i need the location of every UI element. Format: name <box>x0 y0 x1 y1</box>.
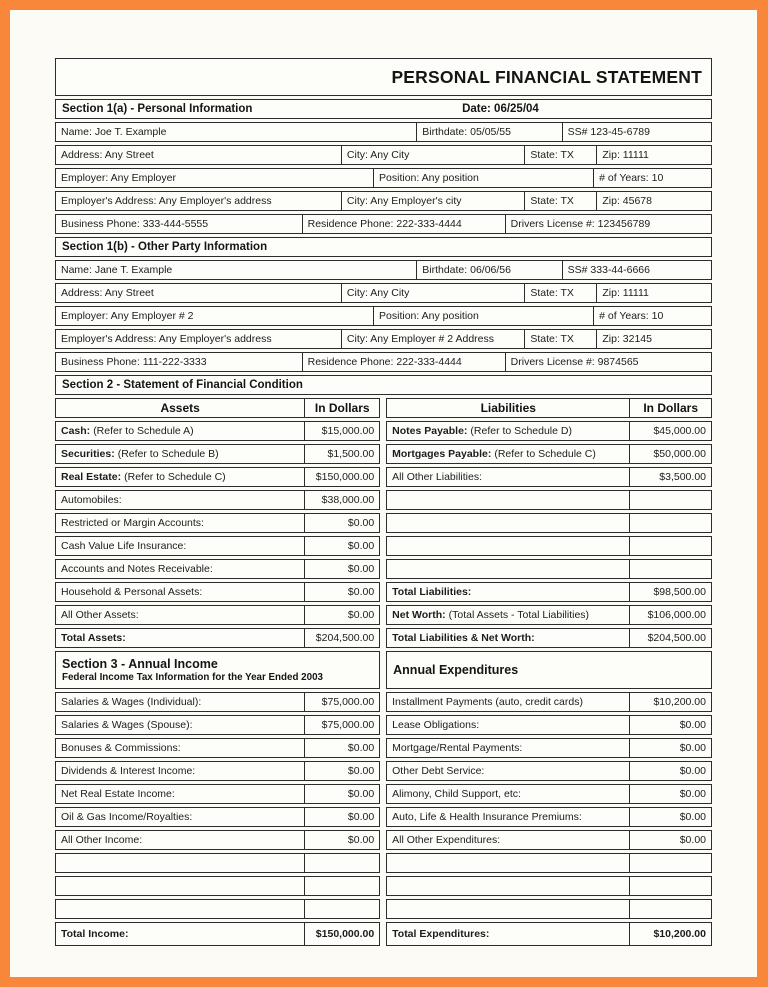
financial-condition-row <box>55 559 712 579</box>
asset-label-rest: Accounts and Notes Receivable: <box>61 563 213 575</box>
income-expenditure-row <box>55 876 712 896</box>
expenditure-label: Installment Payments (auto, credit cards) <box>392 696 583 708</box>
asset-label <box>56 445 304 463</box>
financial-condition-row <box>55 467 712 487</box>
asset-label-bold: Securities: <box>61 448 115 460</box>
expenditure-value: $0.00 <box>629 785 711 803</box>
total-expenditures-value: $10,200.00 <box>629 923 711 945</box>
liability-label <box>387 629 629 647</box>
section-1b-heading: Section 1(b) - Other Party Information <box>62 241 268 253</box>
financial-condition-row <box>55 605 712 625</box>
section-1a-heading: Section 1(a) - Personal Information <box>62 103 253 115</box>
s1b-employer-address-row <box>55 329 712 349</box>
employer-state-field: State: TX <box>524 330 596 348</box>
s1a-name-row <box>55 122 712 142</box>
asset-label-bold: Cash: <box>61 425 91 437</box>
liability-label-bold: Total Liabilities: <box>392 586 472 598</box>
liability-label <box>387 583 629 601</box>
income-value: $75,000.00 <box>304 693 379 711</box>
asset-value: $0.00 <box>304 583 379 601</box>
income-value: $0.00 <box>304 831 379 849</box>
employer-state-field: State: TX <box>524 192 596 210</box>
liability-label-rest: (Refer to Schedule D) <box>470 425 572 437</box>
asset-label <box>56 491 304 509</box>
liability-label <box>387 491 629 509</box>
income-expenditure-row <box>55 692 712 712</box>
income-expenditure-row <box>55 738 712 758</box>
expenditure-label: Mortgage/Rental Payments: <box>392 742 523 754</box>
income-value <box>304 854 379 872</box>
totals-row <box>55 922 712 946</box>
s1b-phone-row <box>55 352 712 372</box>
liability-value: $204,500.00 <box>629 629 711 647</box>
income-value: $0.00 <box>304 785 379 803</box>
liability-label-rest: All Other Liabilities: <box>392 471 483 483</box>
section-2-heading: Section 2 - Statement of Financial Condition <box>62 379 303 391</box>
expenditure-value <box>629 900 711 918</box>
asset-label <box>56 629 304 647</box>
name-field: Name: Jane T. Example <box>61 264 173 276</box>
asset-label-rest: (Refer to Schedule C) <box>124 471 226 483</box>
s1a-employer-address-row <box>55 191 712 211</box>
income-label: Net Real Estate Income: <box>61 788 175 800</box>
asset-label <box>56 468 304 486</box>
ssn-field: SS# 123-45-6789 <box>562 123 711 141</box>
assets-column-header: Assets <box>160 401 200 415</box>
drivers-license-field: Drivers License #: 9874565 <box>505 353 711 371</box>
expenditure-label: Lease Obligations: <box>392 719 480 731</box>
expenditure-value: $0.00 <box>629 808 711 826</box>
expenditure-value: $0.00 <box>629 716 711 734</box>
asset-label <box>56 537 304 555</box>
annual-expenditures-heading: Annual Expenditures <box>393 663 519 677</box>
financial-condition-row <box>55 421 712 441</box>
asset-label-rest: All Other Assets: <box>61 609 139 621</box>
s1a-phone-row <box>55 214 712 234</box>
liability-label <box>387 468 629 486</box>
income-value: $75,000.00 <box>304 716 379 734</box>
state-field: State: TX <box>524 284 596 302</box>
income-value <box>304 900 379 918</box>
asset-label-rest: Cash Value Life Insurance: <box>61 540 187 552</box>
employer-address-field: Employer's Address: Any Employer's address <box>61 333 272 345</box>
expenditure-label <box>387 900 629 918</box>
residence-phone-field: Residence Phone: 222-333-4444 <box>302 353 505 371</box>
asset-label-rest: Household & Personal Assets: <box>61 586 203 598</box>
years-field: # of Years: 10 <box>593 307 711 325</box>
income-value <box>304 877 379 895</box>
document-title: PERSONAL FINANCIAL STATEMENT <box>391 66 702 87</box>
liabilities-column-header: Liabilities <box>480 401 536 415</box>
financial-condition-row <box>55 536 712 556</box>
liability-label-bold: Notes Payable: <box>392 425 468 437</box>
liability-label <box>387 560 629 578</box>
section-1a-header <box>55 99 712 119</box>
s1b-address-row <box>55 283 712 303</box>
income-label: Oil & Gas Income/Royalties: <box>61 811 193 823</box>
liability-label-bold: Mortgages Payable: <box>392 448 492 460</box>
expenditure-label <box>387 854 629 872</box>
city-field: City: Any City <box>341 146 524 164</box>
zip-field: Zip: 11111 <box>596 284 711 302</box>
asset-value: $150,000.00 <box>304 468 379 486</box>
liability-value: $106,000.00 <box>629 606 711 624</box>
liability-label <box>387 514 629 532</box>
asset-label <box>56 606 304 624</box>
asset-value: $204,500.00 <box>304 629 379 647</box>
business-phone-field: Business Phone: 333-444-5555 <box>61 218 209 230</box>
income-value: $0.00 <box>304 808 379 826</box>
liability-value <box>629 514 711 532</box>
income-label: Dividends & Interest Income: <box>61 765 196 777</box>
financial-condition-row <box>55 490 712 510</box>
liability-label-rest: (Total Assets - Total Liabilities) <box>448 609 590 621</box>
asset-value: $1,500.00 <box>304 445 379 463</box>
expenditure-label: All Other Expenditures: <box>392 834 501 846</box>
birthdate-field: Birthdate: 05/05/55 <box>416 123 561 141</box>
employer-zip-field: Zip: 32145 <box>596 330 711 348</box>
section-3-header-row <box>55 651 712 689</box>
income-label: Bonuses & Commissions: <box>61 742 181 754</box>
asset-value: $0.00 <box>304 606 379 624</box>
financial-condition-row <box>55 582 712 602</box>
personal-financial-statement-form <box>55 58 712 946</box>
income-expenditure-row <box>55 899 712 919</box>
section-3-subheading: Federal Income Tax Information for the Year Ended 2003 <box>62 672 323 683</box>
address-field: Address: Any Street <box>61 149 154 161</box>
total-income-label: Total Income: <box>61 928 129 940</box>
liability-label <box>387 606 629 624</box>
income-expenditure-row <box>55 761 712 781</box>
drivers-license-field: Drivers License #: 123456789 <box>505 215 711 233</box>
expenditure-value <box>629 877 711 895</box>
address-field: Address: Any Street <box>61 287 154 299</box>
asset-label-bold: Total Assets: <box>61 632 126 644</box>
ssn-field: SS# 333-44-6666 <box>562 261 711 279</box>
years-field: # of Years: 10 <box>593 169 711 187</box>
liability-label <box>387 445 629 463</box>
annual-income-expenditure-rows <box>55 692 712 919</box>
liability-value <box>629 537 711 555</box>
financial-condition-rows <box>55 421 712 648</box>
liability-value: $3,500.00 <box>629 468 711 486</box>
asset-value: $0.00 <box>304 537 379 555</box>
employer-city-field: City: Any Employer's city <box>341 192 524 210</box>
statement-date: Date: 06/25/04 <box>462 103 539 115</box>
employer-field: Employer: Any Employer <box>61 172 176 184</box>
expenditure-value: $0.00 <box>629 831 711 849</box>
document-page <box>10 10 757 977</box>
asset-value: $0.00 <box>304 560 379 578</box>
s1b-name-row <box>55 260 712 280</box>
total-income-value: $150,000.00 <box>304 923 379 945</box>
financial-condition-row <box>55 513 712 533</box>
income-expenditure-row <box>55 715 712 735</box>
asset-label-rest: Restricted or Margin Accounts: <box>61 517 204 529</box>
income-label: Salaries & Wages (Spouse): <box>61 719 193 731</box>
financial-condition-row <box>55 628 712 648</box>
income-label: Salaries & Wages (Individual): <box>61 696 202 708</box>
asset-label-rest: (Refer to Schedule A) <box>93 425 194 437</box>
s1b-employer-row <box>55 306 712 326</box>
liability-label <box>387 537 629 555</box>
liability-value: $45,000.00 <box>629 422 711 440</box>
income-label: All Other Income: <box>61 834 143 846</box>
financial-condition-row <box>55 444 712 464</box>
asset-label-rest: Automobiles: <box>61 494 122 506</box>
asset-label <box>56 422 304 440</box>
asset-value: $15,000.00 <box>304 422 379 440</box>
income-value: $0.00 <box>304 762 379 780</box>
expenditure-label <box>387 877 629 895</box>
position-field: Position: Any position <box>373 307 593 325</box>
asset-label-rest: (Refer to Schedule B) <box>117 448 219 460</box>
residence-phone-field: Residence Phone: 222-333-4444 <box>302 215 505 233</box>
liability-label-bold: Net Worth: <box>392 609 446 621</box>
income-expenditure-row <box>55 853 712 873</box>
expenditure-value: $0.00 <box>629 762 711 780</box>
income-expenditure-row <box>55 830 712 850</box>
asset-label-bold: Real Estate: <box>61 471 122 483</box>
expenditure-value: $10,200.00 <box>629 693 711 711</box>
expenditure-value: $0.00 <box>629 739 711 757</box>
employer-city-field: City: Any Employer # 2 Address <box>341 330 524 348</box>
liability-value: $50,000.00 <box>629 445 711 463</box>
s1a-employer-row <box>55 168 712 188</box>
income-label <box>56 877 304 895</box>
expenditure-label: Other Debt Service: <box>392 765 485 777</box>
expenditure-label: Auto, Life & Health Insurance Premiums: <box>392 811 582 823</box>
zip-field: Zip: 11111 <box>596 146 711 164</box>
asset-label <box>56 560 304 578</box>
asset-value: $38,000.00 <box>304 491 379 509</box>
employer-zip-field: Zip: 45678 <box>596 192 711 210</box>
birthdate-field: Birthdate: 06/06/56 <box>416 261 561 279</box>
section-2-header <box>55 375 712 395</box>
liability-value <box>629 491 711 509</box>
liability-value <box>629 560 711 578</box>
state-field: State: TX <box>524 146 596 164</box>
title-box <box>55 58 712 96</box>
in-dollars-column-header: In Dollars <box>304 399 379 417</box>
asset-label <box>56 583 304 601</box>
employer-field: Employer: Any Employer # 2 <box>61 310 194 322</box>
employer-address-field: Employer's Address: Any Employer's address <box>61 195 272 207</box>
city-field: City: Any City <box>341 284 524 302</box>
liability-label-rest: (Refer to Schedule C) <box>494 448 596 460</box>
expenditure-label: Alimony, Child Support, etc: <box>392 788 521 800</box>
liability-label <box>387 422 629 440</box>
income-label <box>56 900 304 918</box>
name-field: Name: Joe T. Example <box>61 126 167 138</box>
income-expenditure-row <box>55 784 712 804</box>
business-phone-field: Business Phone: 111-222-3333 <box>61 356 207 368</box>
income-value: $0.00 <box>304 739 379 757</box>
income-expenditure-row <box>55 807 712 827</box>
section-3-heading: Section 3 - Annual Income <box>62 657 218 671</box>
liability-label-bold: Total Liabilities & Net Worth: <box>392 632 535 644</box>
income-label <box>56 854 304 872</box>
asset-value: $0.00 <box>304 514 379 532</box>
total-expenditures-label: Total Expenditures: <box>392 928 490 940</box>
expenditure-value <box>629 854 711 872</box>
asset-label <box>56 514 304 532</box>
liability-value: $98,500.00 <box>629 583 711 601</box>
position-field: Position: Any position <box>373 169 593 187</box>
s1a-address-row <box>55 145 712 165</box>
in-dollars-column-header: In Dollars <box>629 399 711 417</box>
section-2-column-header-row <box>55 398 712 418</box>
section-1b-header <box>55 237 712 257</box>
